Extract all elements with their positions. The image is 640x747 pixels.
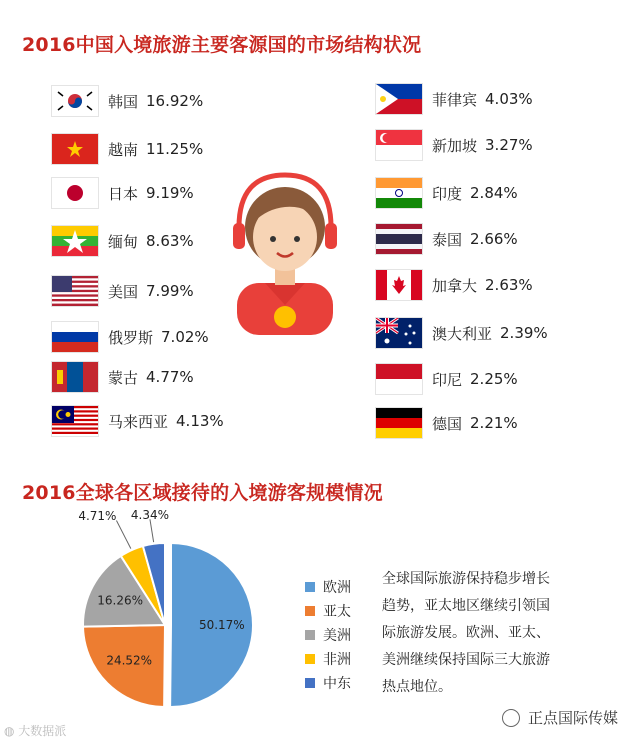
country-row (376, 362, 518, 396)
mongolia-flag (52, 362, 98, 392)
country-share: 3.27% (485, 136, 533, 154)
country-share: 2.84% (470, 184, 518, 202)
country-name: 加拿大 (432, 276, 478, 295)
country-name: 俄罗斯 (108, 328, 154, 347)
legend-swatch (305, 654, 315, 664)
legend-swatch (305, 678, 315, 688)
legend-label: 美洲 (323, 628, 351, 644)
country-name: 韩国 (108, 92, 139, 111)
myanmar-flag (52, 226, 98, 256)
germany-flag (376, 408, 422, 438)
country-share: 4.13% (176, 412, 224, 430)
country-name: 德国 (432, 414, 463, 433)
pie-label-3: 4.71% (78, 508, 117, 523)
tourist-character-illustration (225, 165, 345, 335)
country-row (52, 360, 194, 394)
pie-label-2: 16.26% (97, 593, 144, 608)
country-share: 8.63% (146, 232, 194, 250)
country-share: 4.03% (485, 90, 533, 108)
description-line: 际旅游发展。欧洲、亚太、 (382, 625, 550, 641)
russia-flag (52, 322, 98, 352)
country-share: 2.25% (470, 370, 518, 388)
japan-flag (52, 178, 98, 208)
legend-label: 中东 (323, 676, 351, 692)
country-name: 泰国 (432, 230, 463, 249)
region-pie-chart (60, 507, 270, 730)
country-share: 9.19% (146, 184, 194, 202)
country-row (52, 84, 203, 118)
country-name: 蒙古 (108, 368, 139, 387)
description-line: 趋势，亚太地区继续引领国 (382, 598, 550, 614)
legend-label: 非洲 (323, 652, 351, 668)
country-name: 马来西亚 (108, 412, 169, 431)
pie-legend (305, 575, 351, 695)
country-name: 越南 (108, 140, 139, 159)
vietnam-flag (52, 134, 98, 164)
country-name: 新加坡 (432, 136, 478, 155)
thailand-flag (376, 224, 422, 254)
country-row (376, 406, 518, 440)
country-row (52, 224, 194, 258)
watermark-right: 正点国际传媒 (502, 707, 618, 728)
legend-label: 欧洲 (323, 580, 351, 596)
malaysia-flag (52, 406, 98, 436)
legend-swatch (305, 630, 315, 640)
country-name: 缅甸 (108, 232, 139, 251)
country-row (52, 320, 209, 354)
country-share: 7.99% (146, 282, 194, 300)
country-row (376, 128, 533, 162)
country-share: 2.21% (470, 414, 518, 432)
legend-item (305, 623, 351, 647)
market-structure-title: 2016中国入境旅游主要客源国的市场结构状况 (22, 34, 422, 56)
country-row (52, 274, 194, 308)
australia-flag (376, 318, 422, 348)
country-name: 菲律宾 (432, 90, 478, 109)
south-korea-flag (52, 86, 98, 116)
legend-swatch (305, 582, 315, 592)
watermark-left: ◍ 大数据派 (4, 724, 67, 738)
india-flag (376, 178, 422, 208)
description-line: 美洲继续保持国际三大旅游 (382, 652, 550, 668)
country-row (376, 176, 518, 210)
weibo-icon: ◍ (4, 724, 19, 738)
philippines-flag (376, 84, 422, 114)
legend-item (305, 575, 351, 599)
pie-leader-line-3 (116, 520, 130, 548)
country-name: 日本 (108, 184, 139, 203)
country-row (376, 222, 518, 256)
singapore-flag (376, 130, 422, 160)
pie-label-4: 4.34% (130, 507, 170, 522)
country-row (376, 268, 533, 302)
country-share: 7.02% (161, 328, 209, 346)
country-row (52, 132, 203, 166)
legend-item (305, 647, 351, 671)
pie-label-0: 50.17% (198, 617, 245, 632)
country-row (52, 404, 224, 438)
country-name: 美国 (108, 282, 139, 301)
description-line: 全球国际旅游保持稳步增长 (382, 571, 550, 587)
usa-flag (52, 276, 98, 306)
country-row (376, 316, 548, 350)
country-share: 4.77% (146, 368, 194, 386)
country-row (52, 176, 194, 210)
canada-flag (376, 270, 422, 300)
country-share: 2.39% (500, 324, 548, 342)
pie-label-1: 24.52% (106, 653, 153, 668)
indonesia-flag (376, 364, 422, 394)
legend-item (305, 671, 351, 695)
description-line: 热点地位。 (382, 679, 452, 695)
country-share: 11.25% (146, 140, 204, 158)
region-arrivals-title: 2016全球各区域接待的入境游客规模情况 (22, 482, 383, 504)
country-share: 2.66% (470, 230, 518, 248)
wechat-icon (502, 709, 520, 727)
description-text (382, 566, 597, 701)
country-name: 澳大利亚 (432, 324, 493, 343)
legend-swatch (305, 606, 315, 616)
legend-label: 亚太 (323, 604, 351, 620)
country-name: 印度 (432, 184, 463, 203)
country-row (376, 82, 533, 116)
country-share: 2.63% (485, 276, 533, 294)
pie-leader-line-4 (150, 519, 154, 542)
legend-item (305, 599, 351, 623)
country-name: 印尼 (432, 370, 463, 389)
country-share: 16.92% (146, 92, 204, 110)
